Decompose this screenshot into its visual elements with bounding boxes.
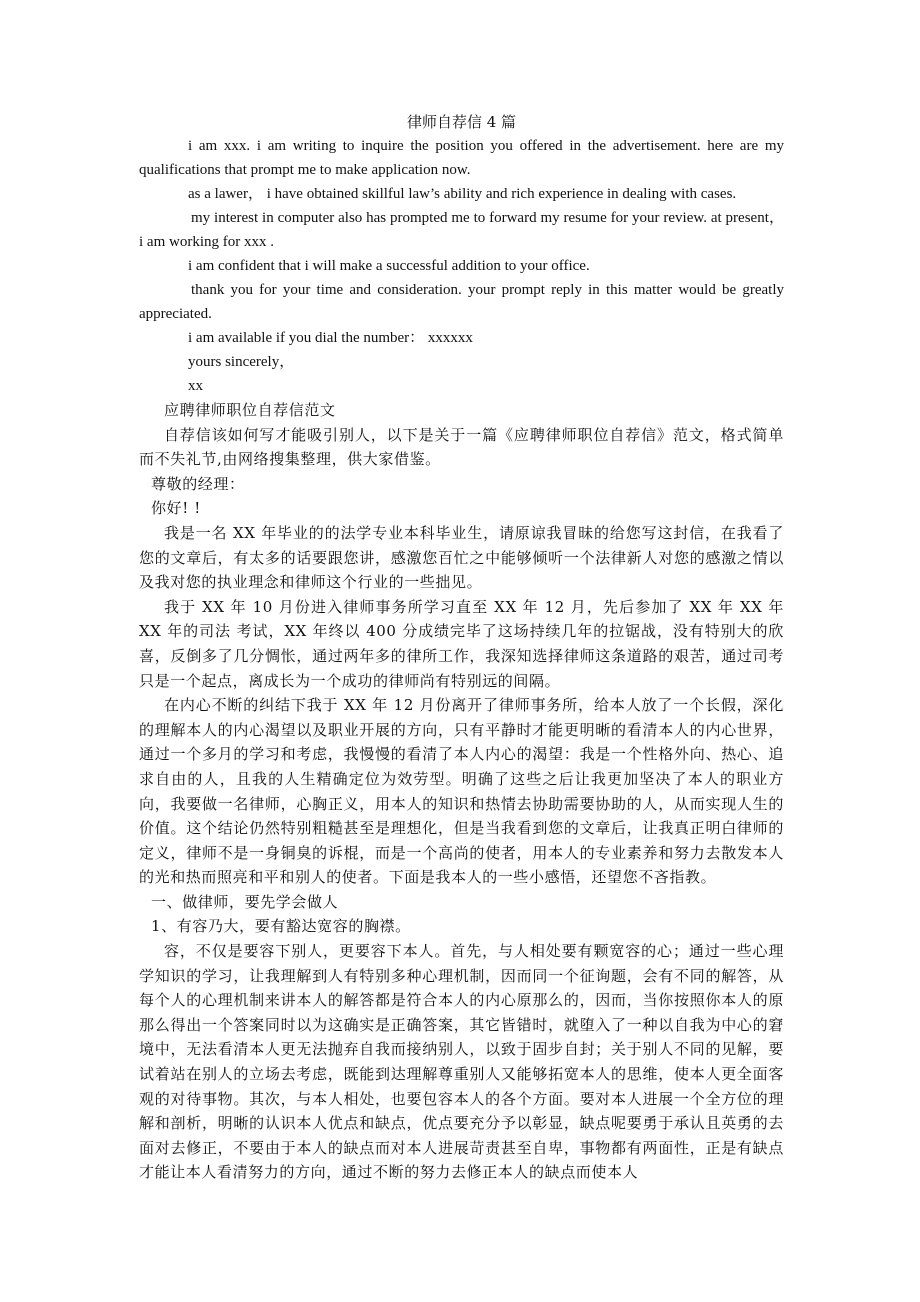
english-closing: yours sincerely，: [188, 354, 295, 370]
body-paragraph: 容，不仅是要容下别人，更要容下本人。首先，与人相处要有颗宽容的心；通过一些心理学知识的学习，让我理解到人有特别多种心理机制，因而同一个征询题，会有不同的解答，从每个人的心理机制来讲本人的解答都是符合本人的内心原那么的，因而，当你按照你本人的原那么得出一个答案同时以为这确实是正确答案，其它皆错时，就堕入了一种以自我为中心的窘境中，无法看清本人更无法抛弃自我而接纳别人，以致于固步自封；关于别人不同的见解，要试着站在别人的立场去考虑，既能到达理解尊重别人又能够拓宽本人的思维，使本人更全面客观的对待事物。其次，与本人相处，也要包容本人的各个方面。要对本人进展一个全方位的理解和剖析，明晰的认识本人优点和缺点，优点要充分予以彰显，缺点呢要勇于承认且英勇的去面对去修正，不要由于本人的缺点而对本人进展苛责甚至自卑，事物都有两面性，正是有缺点才能让本人看清努力的方向，通过不断的努力去修正本人的缺点而使本人: [139, 942, 784, 1182]
body-paragraph: 在内心不断的纠结下我于 XX 年 12 月份离开了律师事务所，给本人放了一个长假，深化的理解本人的内心渴望以及职业开展的方向，只有平静时才能更明晰的看清本人的内心世界，通过一个多月的学习和考虑，我慢慢的看清了本人内心的渴望：我是一个性格外向、热心、追求自由的人，且我的人生精确定位为效劳型。明确了这些之后让我更加坚决了本人的职业方向，我要做一名律师，心胸正义，用本人的知识和热情去协助需要协助的人，从而实现人生的价值。这个结论仍然特别粗糙甚至是理想化，但是当我看到您的文章后，让我真正明白律师的定义，律师不是一身铜臭的诉棍，而是一个高尚的使者，用本人的专业素养和努力去散发本人的光和热而照亮和平和别人的使者。下面是我本人的一些小感悟，还望您不吝指教。: [139, 696, 784, 887]
section-heading: 一、做律师，要先学会做人: [151, 892, 339, 911]
english-paragraph: my interest in computer also has prompted me to forward my resume for your review. at present， i am working for xxx .: [139, 210, 784, 250]
section-title: 应聘律师职位自荐信范文: [164, 401, 336, 419]
body-paragraph: 我于 XX 年 10 月份进入律师事务所学习直至 XX 年 12 月，先后参加了 XX 年 XX 年 XX 年的司法 考试，XX 年终以 400 分成绩完毕了这场持续几年的拉锯战，没有特别大的欣喜，反倒多了几分惆怅，通过两年多的律所工作，我深知选择律师这条道路的艰苦，通过司考只是一个起点，离成长为一个成功的律师尚有特别远的间隔。: [139, 597, 784, 690]
english-signature: xx: [188, 378, 203, 394]
salutation: 尊敬的经理：: [151, 474, 245, 493]
body-paragraph: 我是一名 XX 年毕业的的法学专业本科毕业生，请原谅我冒昧的给您写这封信，在我看了您的文章后，有太多的话要跟您讲，感激您百忙之中能够倾听一个法律新人对您的感激之情以及我对您的执业理念和律师这个行业的一些拙见。: [139, 523, 784, 592]
english-paragraph: i am available if you dial the number： xxxxxx: [188, 330, 473, 346]
intro-paragraph: 自荐信该如何写才能吸引别人，以下是关于一篇《应聘律师职位自荐信》范文，格式简单而不失礼节,由网络搜集整理，供大家借鉴。: [139, 425, 784, 469]
greeting: 你好! !: [151, 499, 201, 518]
english-paragraph: i am confident that i will make a successful addition to your office.: [188, 258, 590, 274]
english-paragraph: thank you for your time and consideration. your prompt reply in this matter would be greatly appreciated.: [139, 282, 784, 322]
document-body: [139, 110, 784, 1185]
english-paragraph: as a lawer， i have obtained skillful law’s ability and rich experience in dealing with cases.: [188, 186, 737, 202]
document-title: 律师自荐信 4 篇: [406, 113, 517, 131]
subsection-heading: 1、有容乃大，要有豁达宽容的胸襟。: [151, 917, 411, 936]
english-paragraph: i am xxx. i am writing to inquire the position you offered in the advertisement. here are my qualifications that prompt me to make application now.: [139, 138, 784, 178]
